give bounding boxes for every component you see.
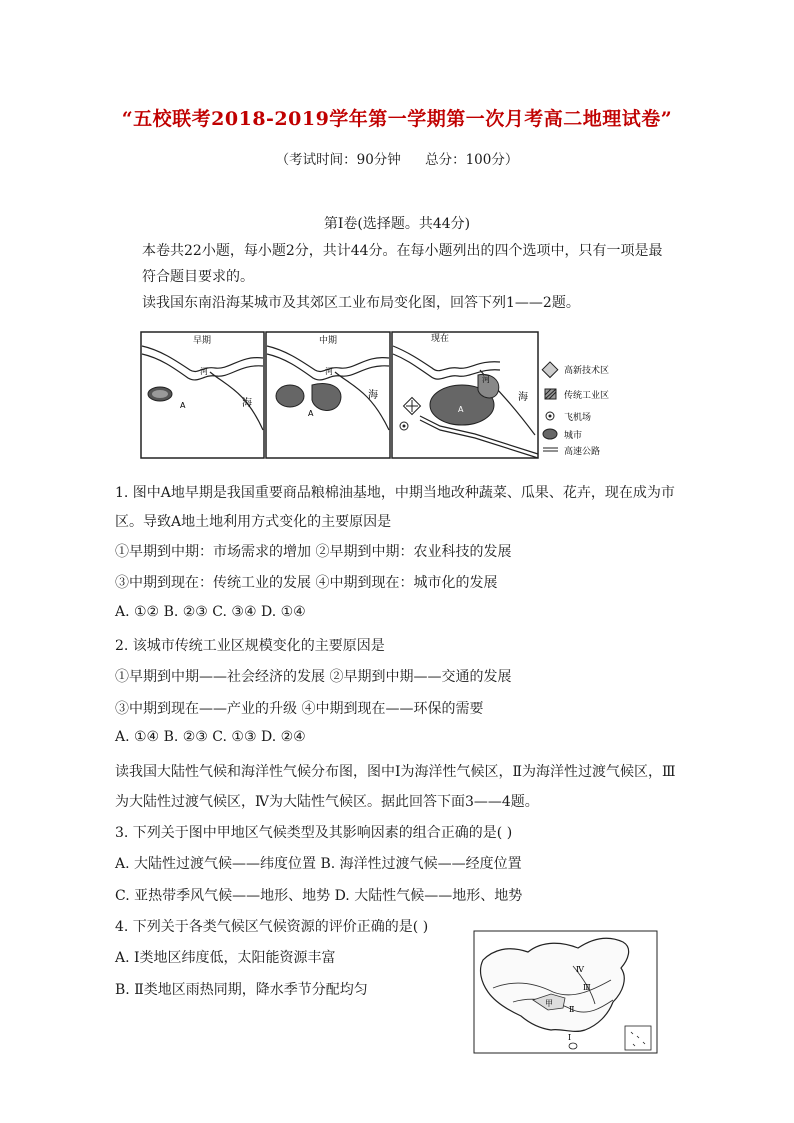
- reading-prompt: 读我国大陆性气候和海洋性气候分布图，图中Ⅰ为海洋性气候区，Ⅱ为海洋性过渡气候区，Ⅲ: [115, 764, 676, 780]
- china-climate-map: [473, 930, 658, 1054]
- paper-title: “五校联考2018-2019学年第一学期第一次月考高二地理试卷”: [121, 108, 673, 130]
- exam-info: [0, 148, 794, 168]
- answer-choices: A. ①④ B. ②③ C. ①③ D. ②④: [115, 729, 306, 745]
- legend-hightech: 高新技术区: [564, 366, 610, 376]
- point-a: A: [458, 405, 464, 414]
- answer-choices: A. Ⅰ类地区纬度低，太阳能资源丰富: [115, 950, 336, 966]
- point-a: A: [180, 401, 186, 410]
- answer-choices: A. ①② B. ②③ C. ③④ D. ①④: [115, 604, 306, 620]
- instruction-line: 读我国东南沿海某城市及其郊区工业布局变化图，回答下列1——2题。: [142, 295, 580, 311]
- answer-choices: C. 亚热带季风气候——地形、地势 D. 大陆性气候——地形、地势: [115, 888, 523, 904]
- sea-label: 海: [518, 392, 528, 403]
- legend-city: 城市: [564, 431, 583, 441]
- question-text: 区。导致A地土地利用方式变化的主要原因是: [115, 514, 392, 530]
- reading-prompt: 为大陆性过渡气候区，Ⅳ为大陆性气候区。据此回答下面3——4题。: [115, 794, 539, 810]
- option-line: ①早期到中期：市场需求的增加 ②早期到中期：农业科技的发展: [115, 544, 512, 560]
- legend-airport: 飞机场: [564, 413, 592, 423]
- sea-label: 海: [368, 390, 378, 401]
- option-line: ③中期到现在——产业的升级 ④中期到现在——环保的需要: [115, 701, 484, 717]
- option-line: ③中期到现在：传统工业的发展 ④中期到现在：城市化的发展: [115, 575, 498, 591]
- option-line: ①早期到中期——社会经济的发展 ②早期到中期——交通的发展: [115, 669, 512, 685]
- legend-traditional: 传统工业区: [564, 391, 610, 401]
- region-i-label: Ⅰ: [568, 1033, 572, 1042]
- region-ii-label: Ⅱ: [569, 1005, 575, 1014]
- river-label: 河: [325, 367, 333, 376]
- answer-choices: B. Ⅱ类地区雨热同期，降水季节分配均匀: [115, 982, 368, 998]
- region-iv-label: Ⅳ: [576, 965, 584, 974]
- legend-highway: 高速公路: [564, 447, 601, 457]
- panel-label-now: 现在: [430, 334, 450, 344]
- answer-choices: A. 大陆性过渡气候——纬度位置 B. 海洋性过渡气候——经度位置: [115, 856, 522, 872]
- region-jia-label: 甲: [545, 999, 553, 1008]
- question-text: 2. 该城市传统工业区规模变化的主要原因是: [115, 638, 385, 654]
- section-title: 第Ⅰ卷(选择题。共44分): [323, 216, 471, 232]
- sea-label: 海: [242, 398, 252, 409]
- region-iii-label: Ⅲ: [583, 983, 591, 992]
- question-text: 4. 下列关于各类气候区气候资源的评价正确的是( ): [115, 919, 429, 935]
- question-text: 1. 图中A地早期是我国重要商品粮棉油基地，中期当地改种蔬菜、瓜果、花卉，现在成为市: [115, 485, 675, 501]
- question-text: 3. 下列关于图中甲地区气候类型及其影响因素的组合正确的是( ): [115, 825, 513, 841]
- river-label: 河: [482, 375, 490, 384]
- exam-time: （考试时间：90分钟: [275, 152, 401, 168]
- industry-layout-map: [140, 330, 631, 460]
- instruction-line: 符合题目要求的。: [142, 269, 254, 285]
- point-a: A: [308, 409, 314, 418]
- river-label: 河: [200, 367, 208, 376]
- panel-label-early: 早期: [192, 336, 212, 346]
- instruction-line: 本卷共22小题，每小题2分，共计44分。在每小题列出的四个选项中，只有一项是最: [142, 243, 663, 259]
- exam-score: 总分：100分）: [425, 152, 519, 168]
- panel-label-middle: 中期: [318, 336, 338, 346]
